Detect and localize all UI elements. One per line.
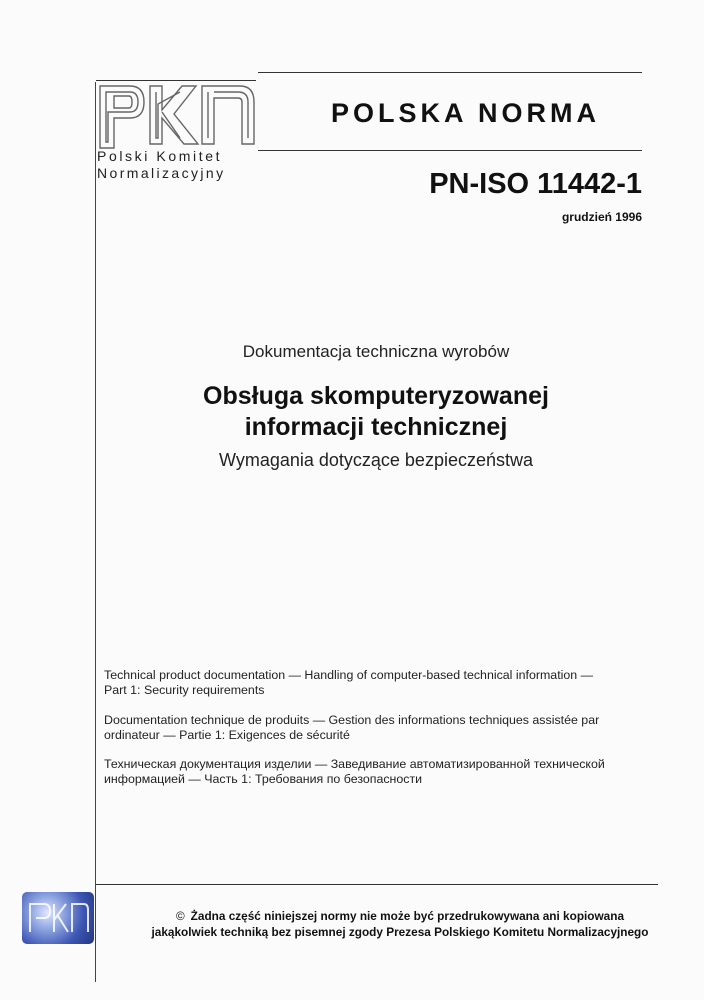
bottom-rule — [96, 884, 658, 885]
english-title-line1: Technical product documentation — Handling of computer-based technical information — — [104, 668, 594, 682]
hologram-sticker — [22, 892, 94, 944]
copyright-notice-line2 — [100, 924, 700, 940]
hologram-logo-icon — [22, 892, 94, 944]
french-title-line2: ordinateur — Partie 1: Exigences de sécurité — [104, 728, 350, 742]
english-title — [104, 668, 664, 698]
russian-title-line1: Техническая документация изделии — Заведивание автоматизированной технической — [104, 757, 605, 771]
header-rule — [258, 150, 642, 151]
russian-title-line2: информацией — Часть 1: Требования по безопасности — [104, 772, 423, 786]
left-margin-rule — [95, 82, 96, 982]
english-title-line2: Part 1: Security requirements — [104, 683, 265, 697]
copyright-notice-line1 — [100, 908, 700, 924]
standard-type-heading: POLSKA NORMA — [331, 98, 600, 128]
copyright-symbol: © — [175, 909, 185, 923]
copyright-text-line2: jakąkolwiek techniką bez pisemnej zgody Prezesa Polskiego Komitetu Normalizacyjnego — [151, 925, 649, 939]
series-title: Dokumentacja techniczna wyrobów — [242, 342, 510, 361]
russian-title — [104, 757, 664, 787]
publication-date: grudzień 1996 — [561, 210, 642, 224]
main-title-line2: informacji technicznej — [244, 413, 508, 441]
french-title — [104, 713, 664, 743]
top-rule — [258, 72, 642, 73]
org-name-line2: Normalizacyjny — [97, 165, 226, 181]
french-title-line1: Documentation technique de produits — Gestion des informations techniques assistée par — [104, 713, 600, 727]
main-title-line1: Obsługa skomputeryzowanej — [203, 382, 549, 410]
copyright-text-line1: Żadna część niniejszej normy nie może być przedrukowywana ani kopiowana — [190, 909, 625, 923]
standard-code: PN-ISO 11442-1 — [429, 168, 642, 200]
org-name-line1: Polski Komitet — [97, 148, 223, 164]
subtitle: Wymagania dotyczące bezpieczeństwa — [219, 450, 533, 470]
pkn-logo — [96, 80, 258, 150]
